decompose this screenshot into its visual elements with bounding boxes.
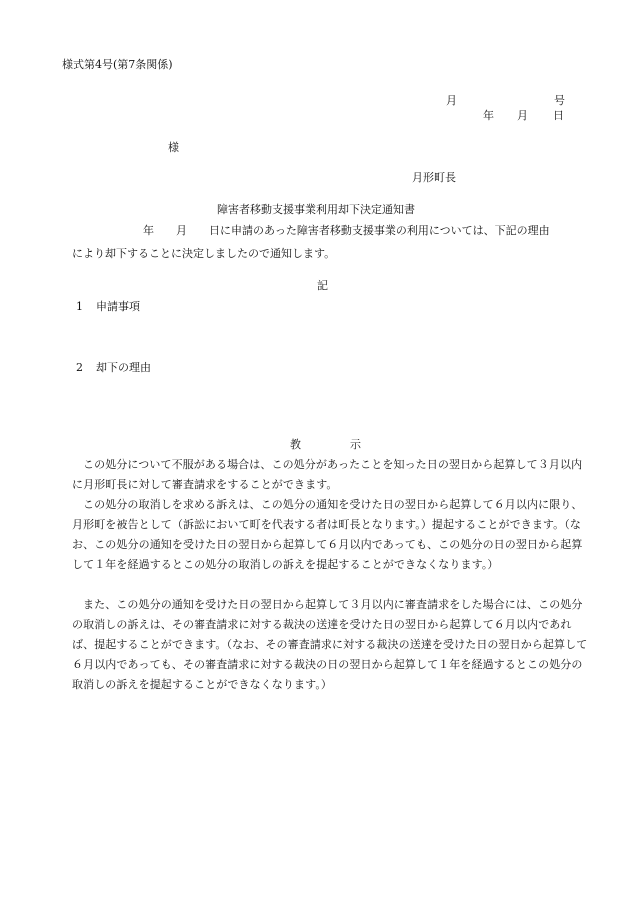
form-label: 様式第4号(第7条関係) [62,58,173,71]
intro-line-1: 年 月 日に申請のあった障害者移動支援事業の利用については、下記の理由 [143,224,550,237]
notice-heading-left: 教 [290,438,301,451]
notice-paragraph-3: また、この処分の通知を受けた日の翌日から起算して３月以内に審査請求をした場合には、この処分の取消しの訴えは、その審査請求に対する裁決の送達を受けた日の翌日から起算して６月以内であれば、提起することができます。（なお、その審査請求に対する裁決の送達を受けた日の翌日から起算して６月以内であっても、その審査請求に対する裁決の日の翌日から起算して１年を経過するとこの処分の取消しの訴えを提起することができなくなります。） [72,598,588,691]
date-day: 日 [553,109,564,122]
item-2-number: 2 [76,361,83,374]
doc-number-month: 月 [446,94,457,107]
notice-heading-right: 示 [350,438,361,451]
notice-paragraph-2: この処分の取消しを求める訴えは、この処分の通知を受けた日の翌日から起算して６月以内に限り、月形町を被告として（訴訟において町を代表する者は町長となります。）提起することができます。（なお、この処分の通知を受けた日の翌日から起算して６月以内であっても、この処分の日の翌日から起算して１年を経過するとこの処分の取消しの訴えを提起することができなくなります。） [72,498,583,571]
intro-line-2: により却下することに決定しましたので通知します。 [72,247,336,260]
doc-number-suffix: 号 [554,94,565,107]
issuer-name: 月形町長 [412,171,456,184]
item-1-number: 1 [76,300,83,313]
document-title: 障害者移動支援事業利用却下決定通知書 [217,203,415,216]
notice-paragraph-1: この処分について不服がある場合は、この処分があったことを知った日の翌日から起算して３月以内に月形町長に対して審査請求をすることができます。 [72,458,583,491]
addressee-suffix: 様 [168,141,179,154]
date-year: 年 [483,109,494,122]
ki-heading: 記 [317,279,328,292]
item-2-label: 却下の理由 [96,361,151,374]
item-1-label: 申請事項 [96,300,140,313]
date-month: 月 [517,109,528,122]
